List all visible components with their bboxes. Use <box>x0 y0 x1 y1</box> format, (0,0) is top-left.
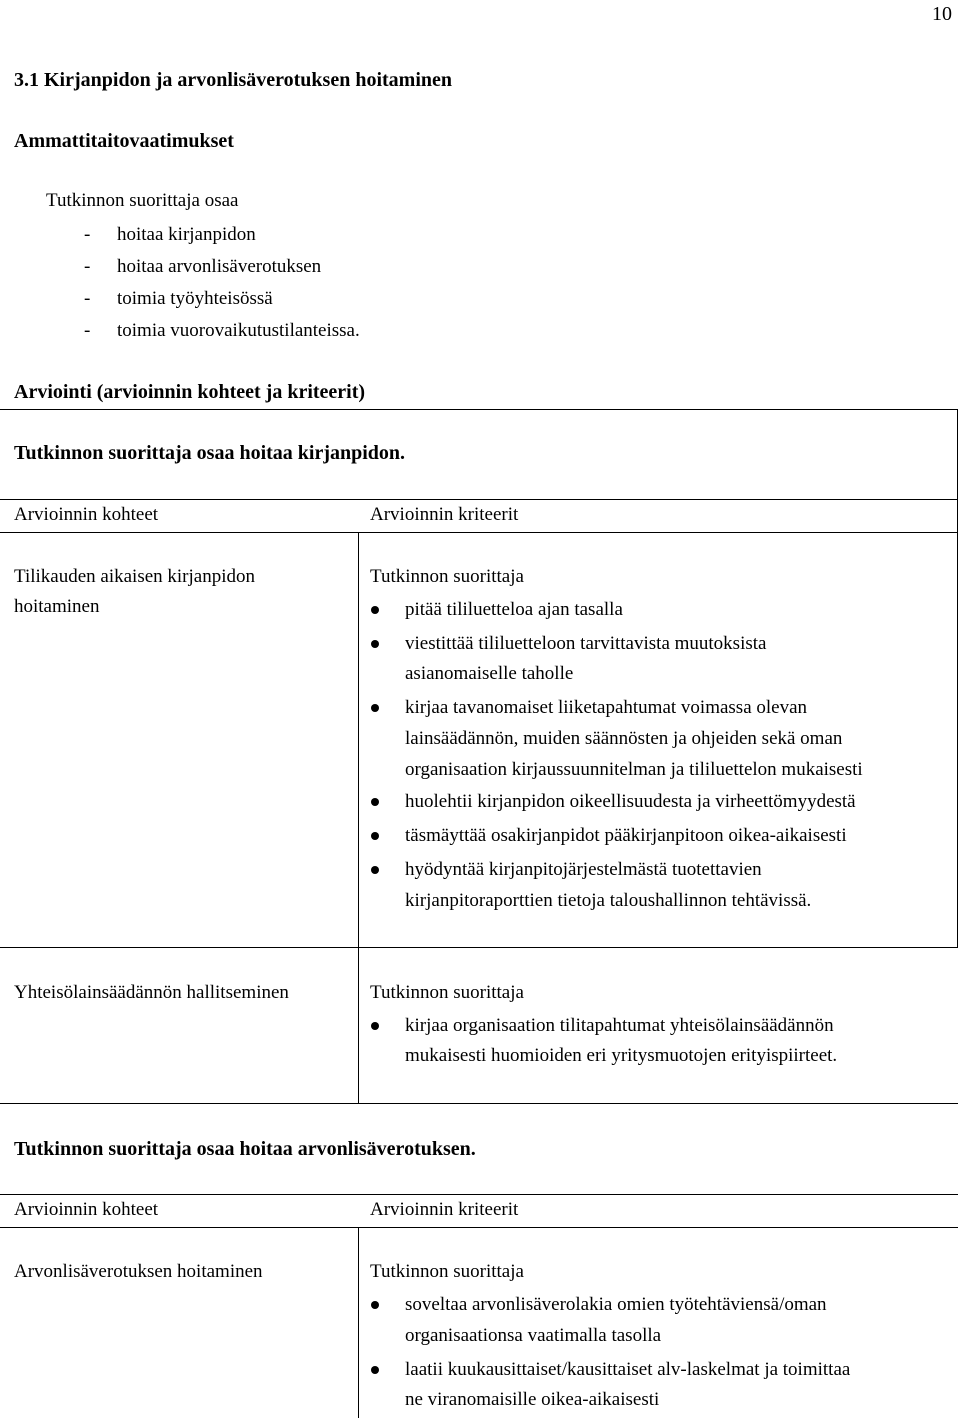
criterion-text: kirjaa organisaation tilitapahtumat yhteisölainsäädännön <box>405 1015 834 1036</box>
table1-colhead-divider <box>0 532 958 533</box>
table1-row-divider <box>0 947 958 948</box>
bullet <box>371 832 379 840</box>
table2-header-divider <box>0 1194 958 1195</box>
section-title: 3.1 Kirjanpidon ja arvonlisäverotuksen hoitaminen <box>14 69 453 91</box>
requirement-item: hoitaa kirjanpidon <box>117 224 256 245</box>
criterion-text: kirjanpitoraporttien tietoja taloushallinnon tehtävissä. <box>405 890 812 911</box>
row2-intro: Tutkinnon suorittaja <box>370 982 524 1003</box>
criterion-text: hyödyntää kirjanpitojärjestelmästä tuotettavien <box>405 859 762 880</box>
page-number: 10 <box>932 3 952 25</box>
table1-top-border <box>0 409 958 410</box>
table1-header-divider <box>0 499 958 500</box>
row1-intro: Tutkinnon suorittaja <box>370 566 524 587</box>
list-dash: - <box>84 320 91 341</box>
criterion-text: mukaisesti huomioiden eri yritysmuotojen erityispiirteet. <box>405 1045 838 1066</box>
table2-col-targets: Arvioinnin kohteet <box>14 1199 159 1220</box>
table1-bottom-border <box>0 1103 958 1104</box>
criterion-text: laatii kuukausittaiset/kausittaiset alv-laskelmat ja toimittaa <box>405 1359 851 1380</box>
row2-target: Yhteisölainsäädännön hallitseminen <box>14 982 289 1003</box>
bullet <box>371 866 379 874</box>
criterion-text: viestittää tililuetteloon tarvittavista muutoksista <box>405 633 767 654</box>
criterion-text: täsmäyttää osakirjanpidot pääkirjanpitoon oikea-aikaisesti <box>405 825 847 846</box>
requirement-item: toimia vuorovaikutustilanteissa. <box>117 320 360 341</box>
table1-col-targets: Arvioinnin kohteet <box>14 504 159 525</box>
row1-target: hoitaminen <box>14 596 100 617</box>
table1-caption: Tutkinnon suorittaja osaa hoitaa kirjanpidon. <box>14 442 406 464</box>
bullet <box>371 606 379 614</box>
criterion-text: ne viranomaisille oikea-aikaisesti <box>405 1389 660 1410</box>
requirement-item: hoitaa arvonlisäverotuksen <box>117 256 322 277</box>
list-dash: - <box>84 224 91 245</box>
requirement-item: toimia työyhteisössä <box>117 288 273 309</box>
requirements-intro: Tutkinnon suorittaja osaa <box>46 190 239 211</box>
criterion-text: huolehtii kirjanpidon oikeellisuudesta ja virheettömyydestä <box>405 791 856 812</box>
criterion-text: asianomaiselle taholle <box>405 663 574 684</box>
criterion-text: kirjaa tavanomaiset liiketapahtumat voimassa olevan <box>405 697 808 718</box>
table2-col-criteria: Arvioinnin kriteerit <box>370 1199 519 1220</box>
row1-target: Tilikauden aikaisen kirjanpidon <box>14 566 255 587</box>
bullet <box>371 1022 379 1030</box>
bullet <box>371 704 379 712</box>
row-target: Arvonlisäverotuksen hoitaminen <box>14 1261 263 1282</box>
table1-right-border <box>957 409 958 947</box>
criterion-text: lainsäädännön, muiden säännösten ja ohjeiden sekä oman <box>405 728 843 749</box>
requirements-heading: Ammattitaitovaatimukset <box>14 130 234 152</box>
assessment-heading: Arviointi (arvioinnin kohteet ja kriteerit) <box>14 381 366 403</box>
criterion-text: organisaationsa vaatimalla tasolla <box>405 1325 662 1346</box>
table1-column-divider <box>358 532 359 1103</box>
list-dash: - <box>84 288 91 309</box>
table1-col-criteria: Arvioinnin kriteerit <box>370 504 519 525</box>
criterion-text: pitää tililuetteloa ajan tasalla <box>405 599 623 620</box>
bullet <box>371 1301 379 1309</box>
bullet <box>371 798 379 806</box>
criterion-text: soveltaa arvonlisäverolakia omien työtehtäviensä/oman <box>405 1294 827 1315</box>
row-intro: Tutkinnon suorittaja <box>370 1261 524 1282</box>
bullet <box>371 640 379 648</box>
table2-column-divider <box>358 1227 359 1418</box>
bullet <box>371 1366 379 1374</box>
table2-caption: Tutkinnon suorittaja osaa hoitaa arvonlisäverotuksen. <box>14 1138 476 1160</box>
list-dash: - <box>84 256 91 277</box>
criterion-text: organisaation kirjaussuunnitelman ja tililuettelon mukaisesti <box>405 759 863 780</box>
table2-colhead-divider <box>0 1227 958 1228</box>
